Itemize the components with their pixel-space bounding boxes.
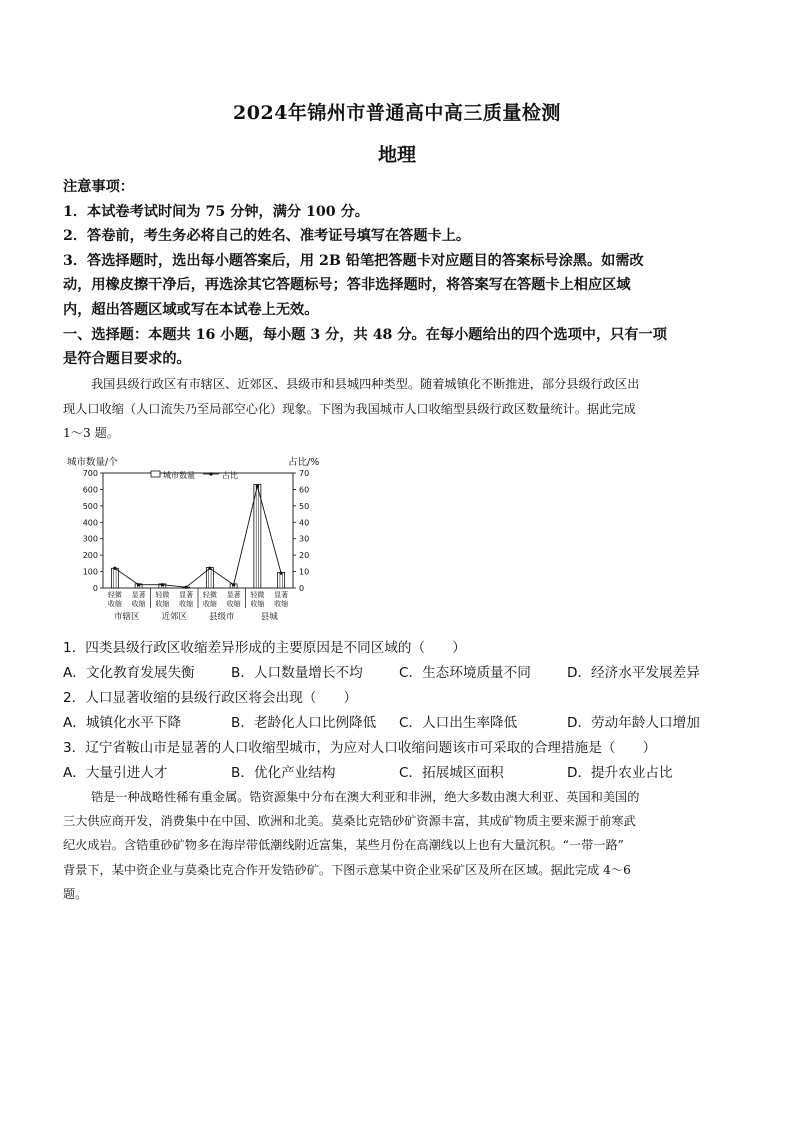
group-label: 县级市 [208,612,235,622]
left-tick-label: 300 [82,534,98,544]
ratio-point [256,485,259,488]
passage1-line-2: 现人口收缩（人口流失乃至局部空心化）现象。下图为我国城市人口收缩型县级行政区数量统计。据此完成 [63,402,636,416]
category-label-line2: 收缩 [155,600,170,608]
legend-line-label: 占比 [222,471,238,480]
passage1-line-1: 我国县级行政区有市辖区、近郊区、县级市和县城四种类型。随着城镇化不断推进，部分县级行政区出 [91,377,640,391]
category-label-line2: 收缩 [131,600,146,608]
right-tick-label: 40 [299,518,310,528]
q1-option-b: B．人口数量增长不均 [231,665,363,681]
question-2: 2．人口显著收缩的县级行政区将会出现（ ） [63,690,358,706]
left-tick-label: 400 [82,518,98,528]
right-tick-label: 30 [299,534,310,544]
ratio-point [161,583,164,586]
right-tick-label: 20 [299,551,310,561]
category-label-line1: 轻微 [250,591,265,599]
legend-bar-label: 城市数量 [163,471,195,480]
group-label: 近郊区 [161,612,188,622]
chart-legend [151,470,238,480]
passage2-line-4: 背景下，某中资企业与莫桑比克合作开发锆砂矿。下图示意某中资企业采矿区及所在区域。据此完成 4～6 [63,863,631,877]
left-tick-label: 500 [82,501,98,511]
left-tick-label: 100 [82,567,98,577]
passage2-line-5: 题。 [63,887,88,901]
left-tick-label: 200 [82,551,98,561]
q2-option-a: A．城镇化水平下降 [63,715,182,731]
q3-option-b: B．优化产业结构 [231,765,336,781]
bar-series [111,485,284,589]
category-label-line1: 轻微 [107,591,122,599]
right-tick-label: 0 [299,584,305,593]
section-heading-2: 是符合题目要求的。 [63,351,191,367]
q1-option-d: D．经济水平发展差异 [567,665,700,681]
q1-option-c: C．生态环境质量不同 [399,665,531,681]
passage2-line-2: 三大供应商开发，消费集中在中国、欧洲和北美。莫桑比克锆砂矿资源丰富，其成矿物质主要来源于前寒武 [63,814,636,828]
right-tick-label: 10 [299,567,310,577]
passage2-line-3: 纪火成岩。含锆重砂矿物多在海岸带低潮线附近富集，某些月份在高潮线以上也有大量沉积。“一带一路” [63,838,624,852]
right-tick-label: 60 [299,485,310,495]
q2-option-d: D．劳动年龄人口增加 [567,715,700,731]
left-axis-label: 城市数量/个 [67,457,118,468]
category-label-line2: 收缩 [274,600,289,608]
ratio-point [185,586,188,589]
notice-line-3a: 3．答选择题时，选出每小题答案后，用 2B 铅笔把答题卡对应题目的答案标号涂黑。如需改 [63,253,644,269]
subject-title: 地理 [377,144,416,166]
right-tick-label: 70 [299,469,310,478]
category-label-line1: 轻微 [202,591,217,599]
ratio-point [137,583,140,586]
q3-option-a: A．大量引进人才 [63,765,168,781]
left-tick-label: 600 [82,485,98,495]
exam-title: 2024年锦州市普通高中高三质量检测 [233,102,561,124]
notice-heading: 注意事项： [63,179,134,195]
category-label-line2: 收缩 [226,600,241,608]
notice-line-3c: 内，超出答题区域或写在本试卷上无效。 [63,302,319,318]
plot-frame [103,473,293,588]
passage2-line-1: 锆是一种战略性稀有重金属。锆资源集中分布在澳大利亚和非洲，绝大多数由澳大利亚、英国和美国的 [91,790,640,804]
bar [111,568,118,588]
right-axis-label: 占比/% [288,457,320,468]
x-category-labels [108,588,288,622]
notice-line-1: 1．本试卷考试时间为 75 分钟，满分 100 分。 [63,204,369,220]
bar [254,485,261,589]
category-label-line2: 收缩 [107,600,122,608]
category-label-line2: 收缩 [250,600,265,608]
ratio-point [113,567,116,570]
ratio-point [232,583,235,586]
left-tick-label: 0 [92,584,98,593]
question-1: 1．四类县级行政区收缩差异形成的主要原因是不同区域的（ ） [63,640,466,656]
group-label: 市辖区 [113,612,140,622]
ratio-point [280,572,283,575]
category-label-line1: 显著 [131,591,146,599]
category-label-line2: 收缩 [179,600,194,608]
ratio-point [208,567,211,570]
question-3: 3．辽宁省鞍山市是显著的人口收缩型城市，为应对人口收缩问题该市可采取的合理措施是（ ） [63,740,657,756]
q3-option-c: C．拓展城区面积 [399,765,504,781]
category-label-line1: 显著 [226,591,241,599]
group-label: 县城 [260,612,278,622]
legend-bar-swatch [151,471,160,477]
passage1-line-3: 1～3 题。 [63,426,119,440]
notice-line-2: 2．答卷前，考生务必将自己的姓名、准考证号填写在答题卡上。 [63,228,471,244]
shrinking-cities-chart [63,453,333,628]
q2-option-b: B．老龄化人口比例降低 [231,715,377,731]
section-heading-1: 一、选择题：本题共 16 小题，每小题 3 分，共 48 分。在每小题给出的四个选项中，只有一项 [63,327,667,343]
left-tick-label: 700 [82,469,98,478]
category-label-line1: 显著 [179,591,194,599]
category-label-line1: 轻微 [155,591,170,599]
q3-option-d: D．提升农业占比 [567,765,673,781]
category-label-line1: 显著 [274,591,289,599]
q1-option-a: A．文化教育发展失衡 [63,665,195,681]
notice-line-3b: 动，用橡皮擦干净后，再选涂其它答题标号；答非选择题时，将答案写在答题卡上相应区域 [63,277,631,293]
right-tick-label: 50 [299,501,310,511]
q2-option-c: C．人口出生率降低 [399,715,518,731]
legend-line-marker [209,472,212,475]
category-label-line2: 收缩 [202,600,217,608]
